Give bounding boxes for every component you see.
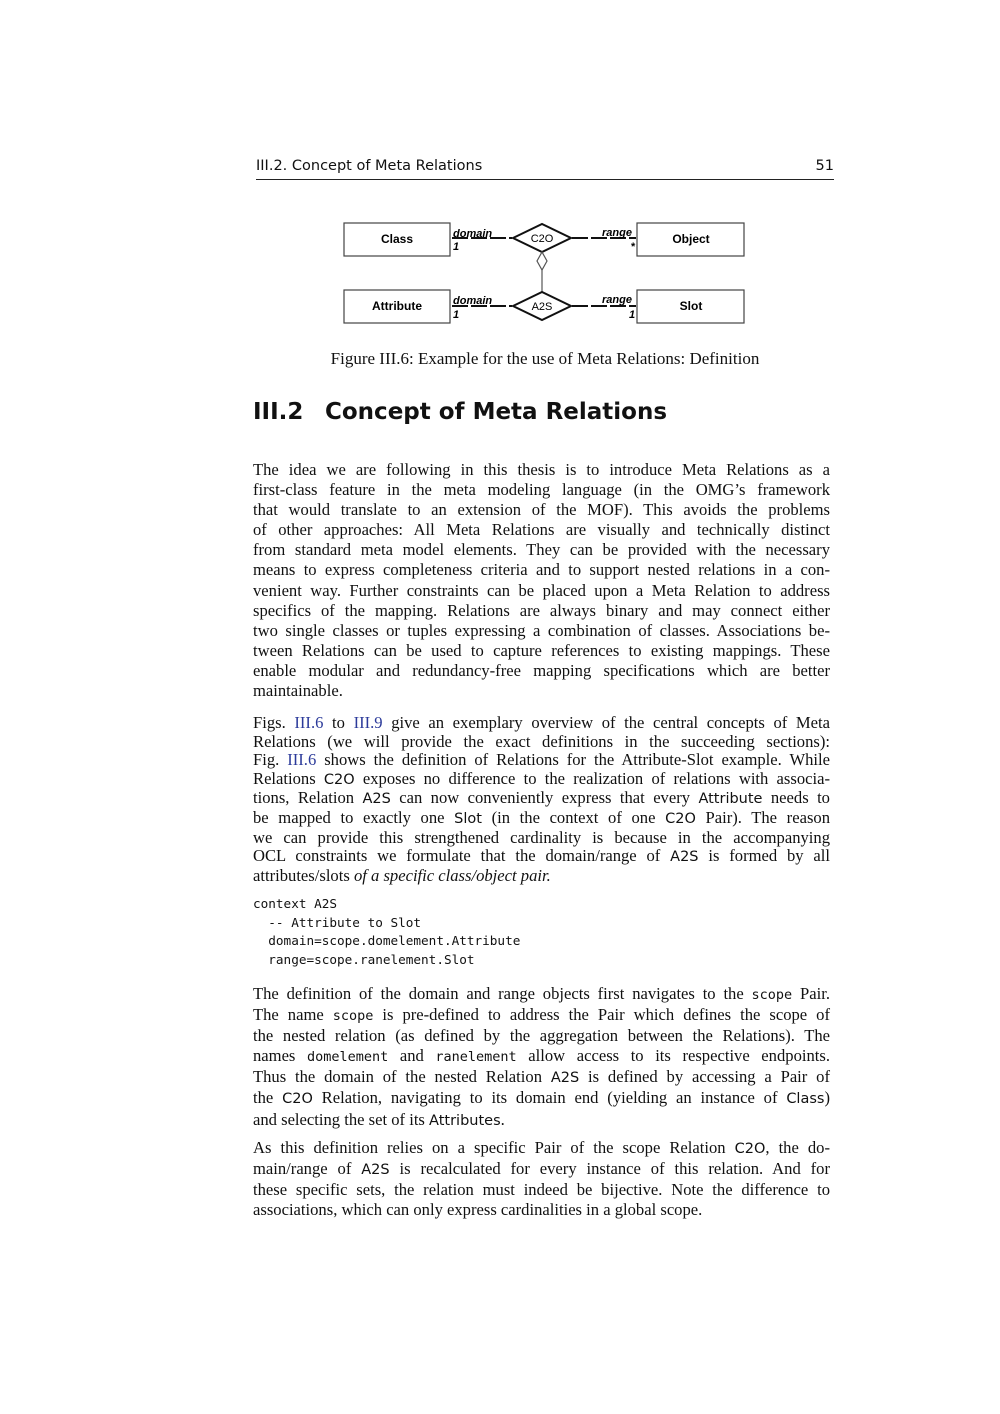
domain-label-top: domain xyxy=(453,228,493,240)
text: can now conveniently express that every xyxy=(390,788,699,808)
running-header-section: III.2. Concept of Meta Relations xyxy=(256,158,483,174)
text: tions, Relation xyxy=(253,788,363,808)
text: Figs. xyxy=(253,713,295,732)
text-line xyxy=(253,1138,830,1159)
inline-term: Slot xyxy=(454,810,482,827)
inline-term: C2O xyxy=(734,1141,766,1157)
section-title: Concept of Meta Relations xyxy=(325,399,668,425)
text: be mapped to exactly one xyxy=(253,807,455,827)
domain-mult-top: 1 xyxy=(453,241,460,253)
text: give an exemplary overview of the central concepts of Meta xyxy=(382,713,830,732)
inline-term: Class xyxy=(786,1091,825,1108)
range-mult-bottom: 1 xyxy=(629,309,636,321)
range-mult-top: * xyxy=(631,241,636,253)
text-line xyxy=(253,1159,830,1180)
text: . xyxy=(500,1109,505,1129)
figure-meta-relations-definition xyxy=(330,212,760,337)
ocl-code-listing xyxy=(253,895,520,970)
text: Pair. xyxy=(792,984,830,1003)
paragraph-scope xyxy=(253,1138,830,1220)
text-line xyxy=(253,867,830,886)
text-line xyxy=(253,809,830,829)
domain-label-bottom: domain xyxy=(453,295,493,307)
text: and selecting the set of its xyxy=(253,1109,430,1129)
figure-link[interactable]: III.6 xyxy=(294,713,324,732)
text: exposes no difference to the realization of relations with associa- xyxy=(354,768,830,788)
range-label-bottom: range xyxy=(602,294,632,306)
text: to xyxy=(323,713,354,732)
code-line: context A2S xyxy=(253,896,338,911)
text: and xyxy=(388,1046,436,1066)
inline-code: scope xyxy=(751,987,793,1003)
text-line: tween Relations can be used to capture references to existing mappings. These xyxy=(253,640,830,660)
code-line: range=scope.ranelement.Slot xyxy=(253,952,475,968)
inline-code: ranelement xyxy=(435,1049,517,1066)
paragraph-domain-range xyxy=(253,984,830,1131)
text: is pre-defined to address the Pair which defines the scope of xyxy=(373,1005,830,1025)
text-line: The idea we are following in this thesis is to introduce Meta Relations as a xyxy=(253,460,830,479)
text: allow access to its respective endpoints. xyxy=(516,1046,830,1066)
text: , the do- xyxy=(765,1138,830,1157)
text-line xyxy=(253,847,830,867)
inline-term: A2S xyxy=(362,791,391,808)
object-box-label: Object xyxy=(672,232,710,246)
text-line: means to express completeness criteria and to support nested relations in a con- xyxy=(253,560,830,580)
inline-term: A2S xyxy=(361,1162,390,1179)
code-line: domain=scope.domelement.Attribute xyxy=(253,933,521,949)
text-line: enable modular and redundancy-free mapping specifications which are better xyxy=(253,660,830,680)
inline-term: C2O xyxy=(323,771,355,788)
page-number: 51 xyxy=(815,158,834,174)
inline-term: C2O xyxy=(282,1091,313,1108)
text: The definition of the domain and range objects first navigates to the xyxy=(253,984,752,1003)
domain-mult-bottom: 1 xyxy=(453,309,460,321)
inline-code: scope xyxy=(332,1008,374,1025)
text-line xyxy=(253,751,830,770)
range-label-top: range xyxy=(602,227,632,239)
text-line xyxy=(253,714,830,733)
text-line: venient way. Further constraints can be placed upon a Meta Relation to address xyxy=(253,580,830,600)
text-line: specifics of the mapping. Relations are always binary and may connect either xyxy=(253,600,830,620)
text-line: two single classes or tuples expressing a combination of classes. Associations be- xyxy=(253,620,830,640)
inline-term: A2S xyxy=(670,849,699,866)
running-header xyxy=(256,157,834,180)
text: Relation, navigating to its domain end (yielding an instance of xyxy=(312,1088,787,1108)
text: (in the context of one xyxy=(481,807,666,827)
aggregation-diamond xyxy=(537,252,547,270)
figure-link[interactable]: III.6 xyxy=(287,750,317,770)
text-line: these specific sets, the relation must indeed be bijective. Note the difference to xyxy=(253,1180,830,1200)
text: is recalculated for every instance of this relation. And for xyxy=(389,1159,830,1179)
text-line: Relations (we will provide the exact definitions in the succeeding sections): xyxy=(253,731,830,751)
text-line: maintainable. xyxy=(253,681,343,701)
text-line xyxy=(253,1110,830,1131)
text: needs to xyxy=(762,788,830,808)
emphasis: of a specific class/object pair. xyxy=(353,865,551,885)
text: Thus the domain of the nested Relation xyxy=(253,1067,551,1087)
text: names xyxy=(253,1046,307,1066)
class-box-label: Class xyxy=(380,232,414,246)
text: OCL constraints we formulate that the domain/range of xyxy=(253,846,671,866)
attribute-box-label: Attribute xyxy=(372,299,422,313)
section-number: III.2 xyxy=(253,399,304,425)
paragraph-intro xyxy=(253,460,830,701)
inline-term: A2S xyxy=(550,1070,580,1087)
text: shows the definition of Relations for the Attribute-Slot example. While xyxy=(316,750,830,770)
inline-term: Attribute xyxy=(698,791,763,808)
text-line xyxy=(253,789,830,809)
text: is formed by all xyxy=(698,846,830,866)
inline-term: C2O xyxy=(665,810,696,827)
inline-term: Attributes xyxy=(429,1112,501,1129)
text: As this definition relies on a specific Pair of the scope Relation xyxy=(253,1138,735,1157)
text: The name xyxy=(253,1005,333,1025)
text-line xyxy=(253,1005,830,1026)
text-line: the nested relation (as defined by the aggregation between the Relations). The xyxy=(253,1026,830,1046)
code-line: -- Attribute to Slot xyxy=(253,914,422,930)
slot-box-label: Slot xyxy=(679,299,703,313)
section-heading xyxy=(253,399,667,425)
paragraph-overview xyxy=(253,714,830,885)
text: is defined by accessing a Pair of xyxy=(579,1067,830,1087)
inline-code: domelement xyxy=(306,1049,389,1066)
text-line: of other approaches: All Meta Relations are visually and technically distinct xyxy=(253,520,830,540)
text-line: associations, which can only express cardinalities in a global scope. xyxy=(253,1200,703,1220)
text: ) xyxy=(824,1088,830,1108)
text-line: we can provide this strengthened cardinality is because in the accompanying xyxy=(253,827,830,847)
text-line xyxy=(253,984,830,1005)
figure-link[interactable]: III.9 xyxy=(353,713,383,732)
text: attributes/slots xyxy=(253,865,354,885)
text: Fig. xyxy=(253,750,288,770)
figure-caption: Figure III.6: Example for the use of Meta Relations: Definition xyxy=(330,349,760,368)
text-line: first-class feature in the meta modeling language (in the OMG’s framework xyxy=(253,480,830,500)
text: Relations xyxy=(253,768,324,788)
text: the xyxy=(253,1088,283,1108)
text-line: that would translate to an extension of the MOF). This avoids the problems xyxy=(253,500,830,520)
text-line xyxy=(253,1088,830,1109)
figure-diagram xyxy=(330,212,760,337)
text-line xyxy=(253,1046,830,1067)
text: Pair). The reason xyxy=(695,807,830,827)
text-line xyxy=(253,770,830,790)
c2o-label: C2O xyxy=(530,233,554,245)
a2s-label: A2S xyxy=(531,301,553,313)
text: main/range of xyxy=(253,1159,362,1179)
text-line: from standard meta model elements. They can be provided with the necessary xyxy=(253,540,830,560)
text-line xyxy=(253,1067,830,1088)
